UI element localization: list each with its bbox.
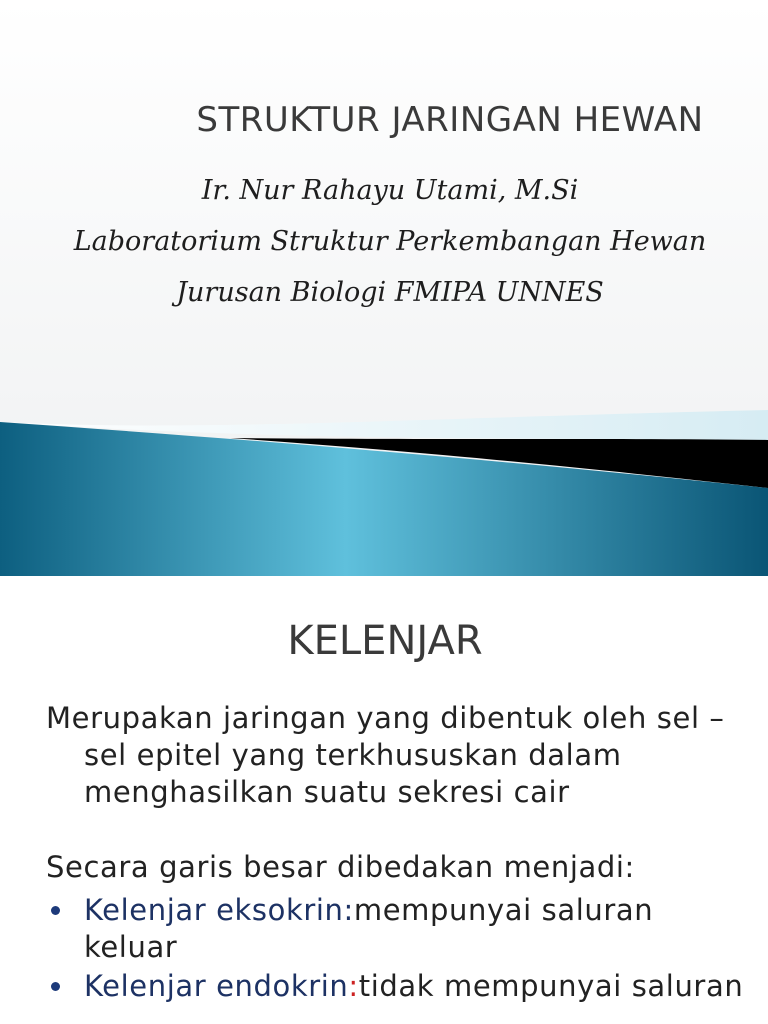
bullet-separator: : xyxy=(343,893,354,927)
content-slide xyxy=(0,576,768,1024)
bullet-description: mempunyai saluran keluar xyxy=(84,893,654,964)
bullet-icon xyxy=(51,982,60,991)
bullet-description: tidak mempunyai saluran xyxy=(358,969,744,1003)
bullet-term: Kelenjar endokrin xyxy=(84,969,349,1003)
slide-title: STRUKTUR JARINGAN HEWAN xyxy=(196,100,704,140)
bullet-term: Kelenjar eksokrin xyxy=(84,893,344,927)
bullet-icon xyxy=(51,906,60,915)
slide-title: KELENJAR xyxy=(287,618,483,664)
department-name: Jurusan Biologi FMIPA UNNES xyxy=(176,277,604,308)
decorative-wave-banner xyxy=(0,410,768,576)
body-paragraph xyxy=(46,849,746,886)
bullet-separator: : xyxy=(348,969,359,1003)
author-name: Ir. Nur Rahayu Utami, M.Si xyxy=(201,175,579,206)
paragraph-text: Merupakan jaringan yang dibentuk oleh sel – sel epitel yang terkhususkan dalam menghasilkan suatu sekresi cair xyxy=(46,701,725,809)
list-item xyxy=(46,892,746,966)
list-item xyxy=(46,968,746,1005)
paragraph-text: Secara garis besar dibedakan menjadi: xyxy=(46,850,635,884)
laboratory-name: Laboratorium Struktur Perkembangan Hewan xyxy=(73,226,707,257)
body-paragraph xyxy=(46,700,746,811)
